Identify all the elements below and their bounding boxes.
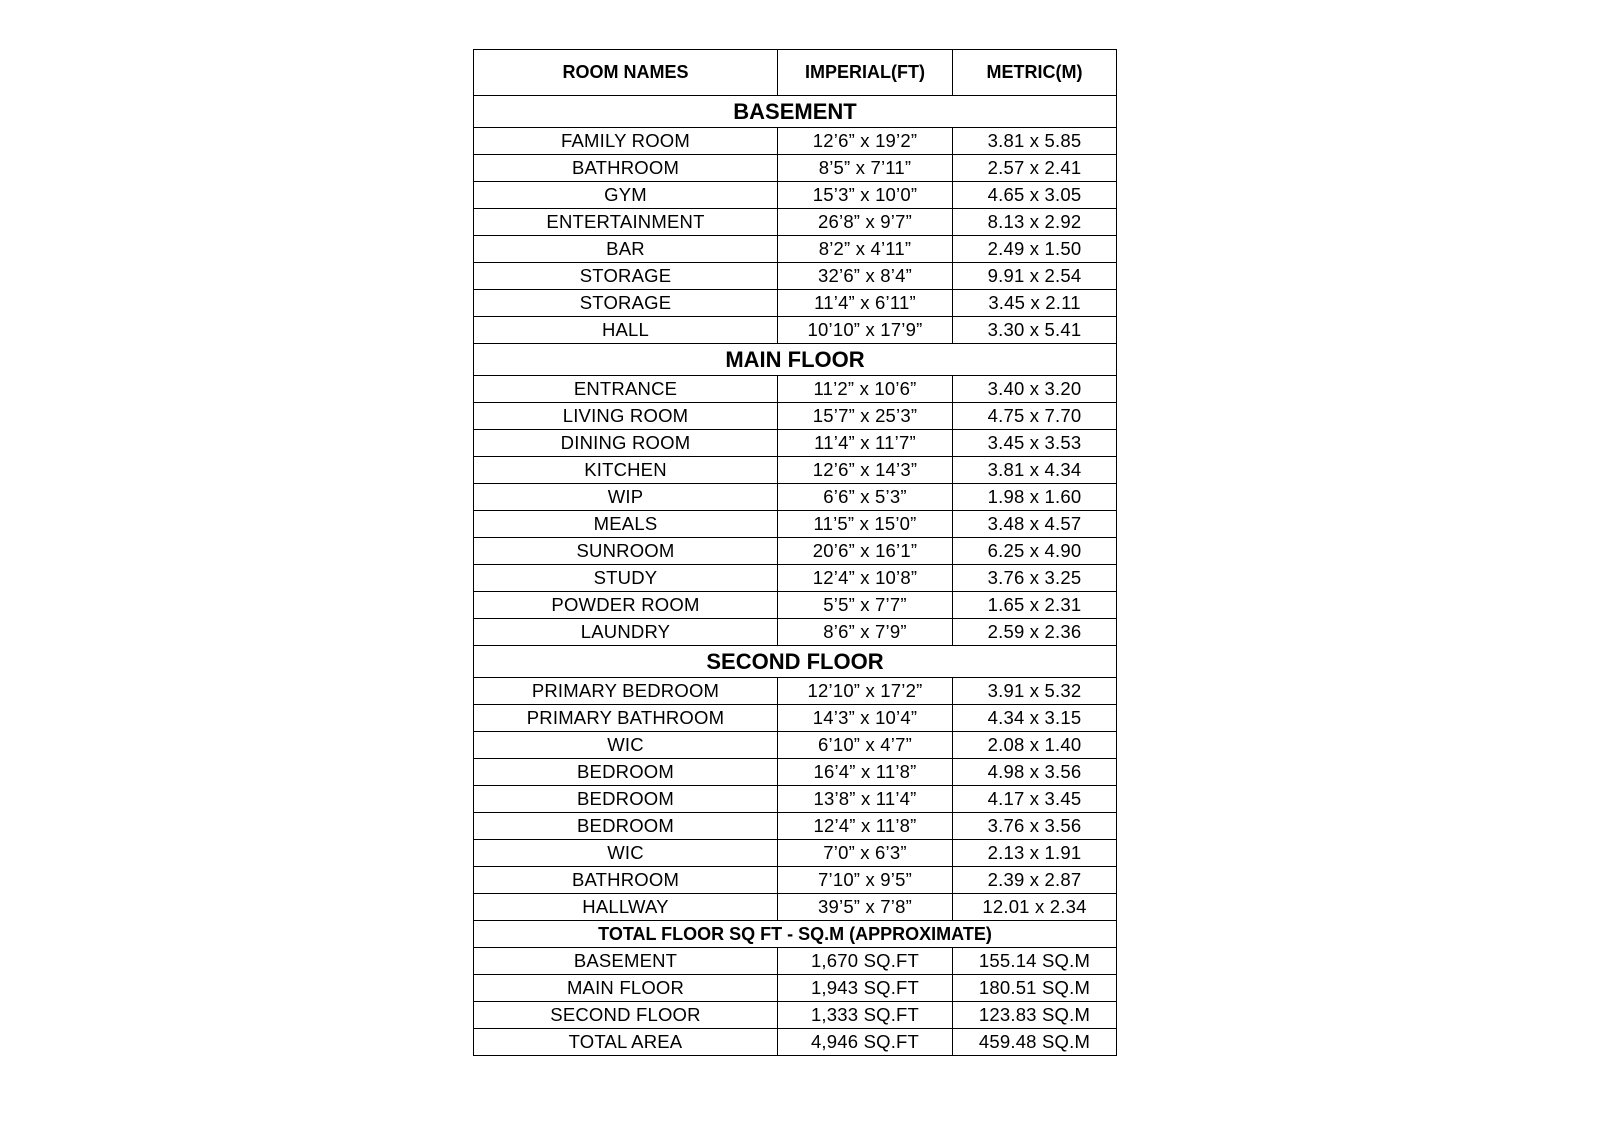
imperial-dimension-cell: 8’5” x 7’11” [778, 155, 953, 182]
metric-dimension-cell: 2.39 x 2.87 [953, 867, 1117, 894]
room-name-cell: WIC [474, 732, 778, 759]
room-name-cell: LAUNDRY [474, 619, 778, 646]
table-row [474, 732, 1117, 759]
imperial-dimension-cell: 10’10” x 17’9” [778, 317, 953, 344]
metric-dimension-cell: 1.98 x 1.60 [953, 484, 1117, 511]
room-name-cell: WIP [474, 484, 778, 511]
imperial-dimension-cell: 11’4” x 6’11” [778, 290, 953, 317]
table-row [474, 759, 1117, 786]
imperial-dimension-cell: 12’6” x 14’3” [778, 457, 953, 484]
imperial-dimension-cell: 12’6” x 19’2” [778, 128, 953, 155]
metric-dimension-cell: 3.45 x 3.53 [953, 430, 1117, 457]
table-row [474, 317, 1117, 344]
room-name-cell: FAMILY ROOM [474, 128, 778, 155]
metric-dimension-cell: 3.40 x 3.20 [953, 376, 1117, 403]
table-row [474, 182, 1117, 209]
imperial-dimension-cell: 8’2” x 4’11” [778, 236, 953, 263]
totals-title [474, 921, 1117, 948]
imperial-dimension-cell: 32’6” x 8’4” [778, 263, 953, 290]
metric-dimension-cell: 2.13 x 1.91 [953, 840, 1117, 867]
imperial-dimension-cell: 4,946 SQ.FT [778, 1029, 953, 1056]
metric-dimension-cell: 3.45 x 2.11 [953, 290, 1117, 317]
imperial-dimension-cell: 12’4” x 11’8” [778, 813, 953, 840]
room-name-cell: BATHROOM [474, 155, 778, 182]
room-name-cell: ENTRANCE [474, 376, 778, 403]
room-name-cell: BAR [474, 236, 778, 263]
room-name-cell: STORAGE [474, 290, 778, 317]
section-title-label: SECOND FLOOR [474, 646, 1117, 678]
table-row [474, 975, 1117, 1002]
header-metric: METRIC(M) [953, 50, 1117, 96]
room-name-cell: HALL [474, 317, 778, 344]
table-row [474, 592, 1117, 619]
metric-dimension-cell: 180.51 SQ.M [953, 975, 1117, 1002]
metric-dimension-cell: 8.13 x 2.92 [953, 209, 1117, 236]
section-title-label: BASEMENT [474, 96, 1117, 128]
imperial-dimension-cell: 15’3” x 10’0” [778, 182, 953, 209]
room-name-cell: KITCHEN [474, 457, 778, 484]
room-name-cell: BEDROOM [474, 813, 778, 840]
imperial-dimension-cell: 5’5” x 7’7” [778, 592, 953, 619]
imperial-dimension-cell: 6’6” x 5’3” [778, 484, 953, 511]
room-name-cell: PRIMARY BATHROOM [474, 705, 778, 732]
table-row [474, 290, 1117, 317]
metric-dimension-cell: 155.14 SQ.M [953, 948, 1117, 975]
room-name-cell: MAIN FLOOR [474, 975, 778, 1002]
metric-dimension-cell: 3.76 x 3.56 [953, 813, 1117, 840]
imperial-dimension-cell: 1,333 SQ.FT [778, 1002, 953, 1029]
room-name-cell: WIC [474, 840, 778, 867]
room-name-cell: SECOND FLOOR [474, 1002, 778, 1029]
room-name-cell: BEDROOM [474, 786, 778, 813]
imperial-dimension-cell: 16’4” x 11’8” [778, 759, 953, 786]
metric-dimension-cell: 3.81 x 5.85 [953, 128, 1117, 155]
imperial-dimension-cell: 6’10” x 4’7” [778, 732, 953, 759]
table-row [474, 128, 1117, 155]
header-row [474, 50, 1117, 96]
imperial-dimension-cell: 15’7” x 25’3” [778, 403, 953, 430]
imperial-dimension-cell: 1,670 SQ.FT [778, 948, 953, 975]
metric-dimension-cell: 3.48 x 4.57 [953, 511, 1117, 538]
table-row [474, 209, 1117, 236]
room-name-cell: GYM [474, 182, 778, 209]
metric-dimension-cell: 4.34 x 3.15 [953, 705, 1117, 732]
metric-dimension-cell: 4.65 x 3.05 [953, 182, 1117, 209]
table-row [474, 678, 1117, 705]
table-row [474, 511, 1117, 538]
room-name-cell: PRIMARY BEDROOM [474, 678, 778, 705]
metric-dimension-cell: 3.91 x 5.32 [953, 678, 1117, 705]
room-name-cell: POWDER ROOM [474, 592, 778, 619]
metric-dimension-cell: 1.65 x 2.31 [953, 592, 1117, 619]
table-row [474, 263, 1117, 290]
metric-dimension-cell: 4.98 x 3.56 [953, 759, 1117, 786]
metric-dimension-cell: 4.75 x 7.70 [953, 403, 1117, 430]
metric-dimension-cell: 2.59 x 2.36 [953, 619, 1117, 646]
imperial-dimension-cell: 13’8” x 11’4” [778, 786, 953, 813]
imperial-dimension-cell: 11’2” x 10’6” [778, 376, 953, 403]
table-row [474, 813, 1117, 840]
table-row [474, 236, 1117, 263]
table-body [474, 50, 1117, 1056]
totals-title-label: TOTAL FLOOR SQ FT - SQ.M (APPROXIMATE) [474, 921, 1117, 948]
room-name-cell: STORAGE [474, 263, 778, 290]
table-row [474, 705, 1117, 732]
table-row [474, 840, 1117, 867]
imperial-dimension-cell: 11’5” x 15’0” [778, 511, 953, 538]
metric-dimension-cell: 3.30 x 5.41 [953, 317, 1117, 344]
room-dimensions-table [473, 49, 1117, 1056]
room-name-cell: TOTAL AREA [474, 1029, 778, 1056]
imperial-dimension-cell: 7’0” x 6’3” [778, 840, 953, 867]
metric-dimension-cell: 12.01 x 2.34 [953, 894, 1117, 921]
room-name-cell: STUDY [474, 565, 778, 592]
header-room-names: ROOM NAMES [474, 50, 778, 96]
table-row [474, 786, 1117, 813]
imperial-dimension-cell: 11’4” x 11’7” [778, 430, 953, 457]
room-name-cell: SUNROOM [474, 538, 778, 565]
table-row [474, 155, 1117, 182]
imperial-dimension-cell: 12’10” x 17’2” [778, 678, 953, 705]
metric-dimension-cell: 3.81 x 4.34 [953, 457, 1117, 484]
table-row [474, 1029, 1117, 1056]
room-name-cell: HALLWAY [474, 894, 778, 921]
room-name-cell: ENTERTAINMENT [474, 209, 778, 236]
imperial-dimension-cell: 1,943 SQ.FT [778, 975, 953, 1002]
imperial-dimension-cell: 20’6” x 16’1” [778, 538, 953, 565]
table-row [474, 894, 1117, 921]
metric-dimension-cell: 123.83 SQ.M [953, 1002, 1117, 1029]
room-name-cell: MEALS [474, 511, 778, 538]
header-imperial: IMPERIAL(FT) [778, 50, 953, 96]
table-row [474, 867, 1117, 894]
section-title [474, 96, 1117, 128]
imperial-dimension-cell: 7’10” x 9’5” [778, 867, 953, 894]
imperial-dimension-cell: 8’6” x 7’9” [778, 619, 953, 646]
table-row [474, 948, 1117, 975]
table-row [474, 376, 1117, 403]
metric-dimension-cell: 3.76 x 3.25 [953, 565, 1117, 592]
table-row [474, 457, 1117, 484]
table-row [474, 538, 1117, 565]
table-row [474, 1002, 1117, 1029]
section-title-label: MAIN FLOOR [474, 344, 1117, 376]
metric-dimension-cell: 9.91 x 2.54 [953, 263, 1117, 290]
room-name-cell: BASEMENT [474, 948, 778, 975]
metric-dimension-cell: 2.49 x 1.50 [953, 236, 1117, 263]
table-row [474, 403, 1117, 430]
section-title [474, 344, 1117, 376]
table-row [474, 565, 1117, 592]
table-row [474, 484, 1117, 511]
imperial-dimension-cell: 12’4” x 10’8” [778, 565, 953, 592]
metric-dimension-cell: 4.17 x 3.45 [953, 786, 1117, 813]
metric-dimension-cell: 459.48 SQ.M [953, 1029, 1117, 1056]
room-name-cell: DINING ROOM [474, 430, 778, 457]
room-name-cell: BATHROOM [474, 867, 778, 894]
room-name-cell: LIVING ROOM [474, 403, 778, 430]
table-row [474, 619, 1117, 646]
imperial-dimension-cell: 39’5” x 7’8” [778, 894, 953, 921]
section-title [474, 646, 1117, 678]
imperial-dimension-cell: 26’8” x 9’7” [778, 209, 953, 236]
metric-dimension-cell: 2.57 x 2.41 [953, 155, 1117, 182]
room-name-cell: BEDROOM [474, 759, 778, 786]
table-row [474, 430, 1117, 457]
imperial-dimension-cell: 14’3” x 10’4” [778, 705, 953, 732]
metric-dimension-cell: 6.25 x 4.90 [953, 538, 1117, 565]
metric-dimension-cell: 2.08 x 1.40 [953, 732, 1117, 759]
